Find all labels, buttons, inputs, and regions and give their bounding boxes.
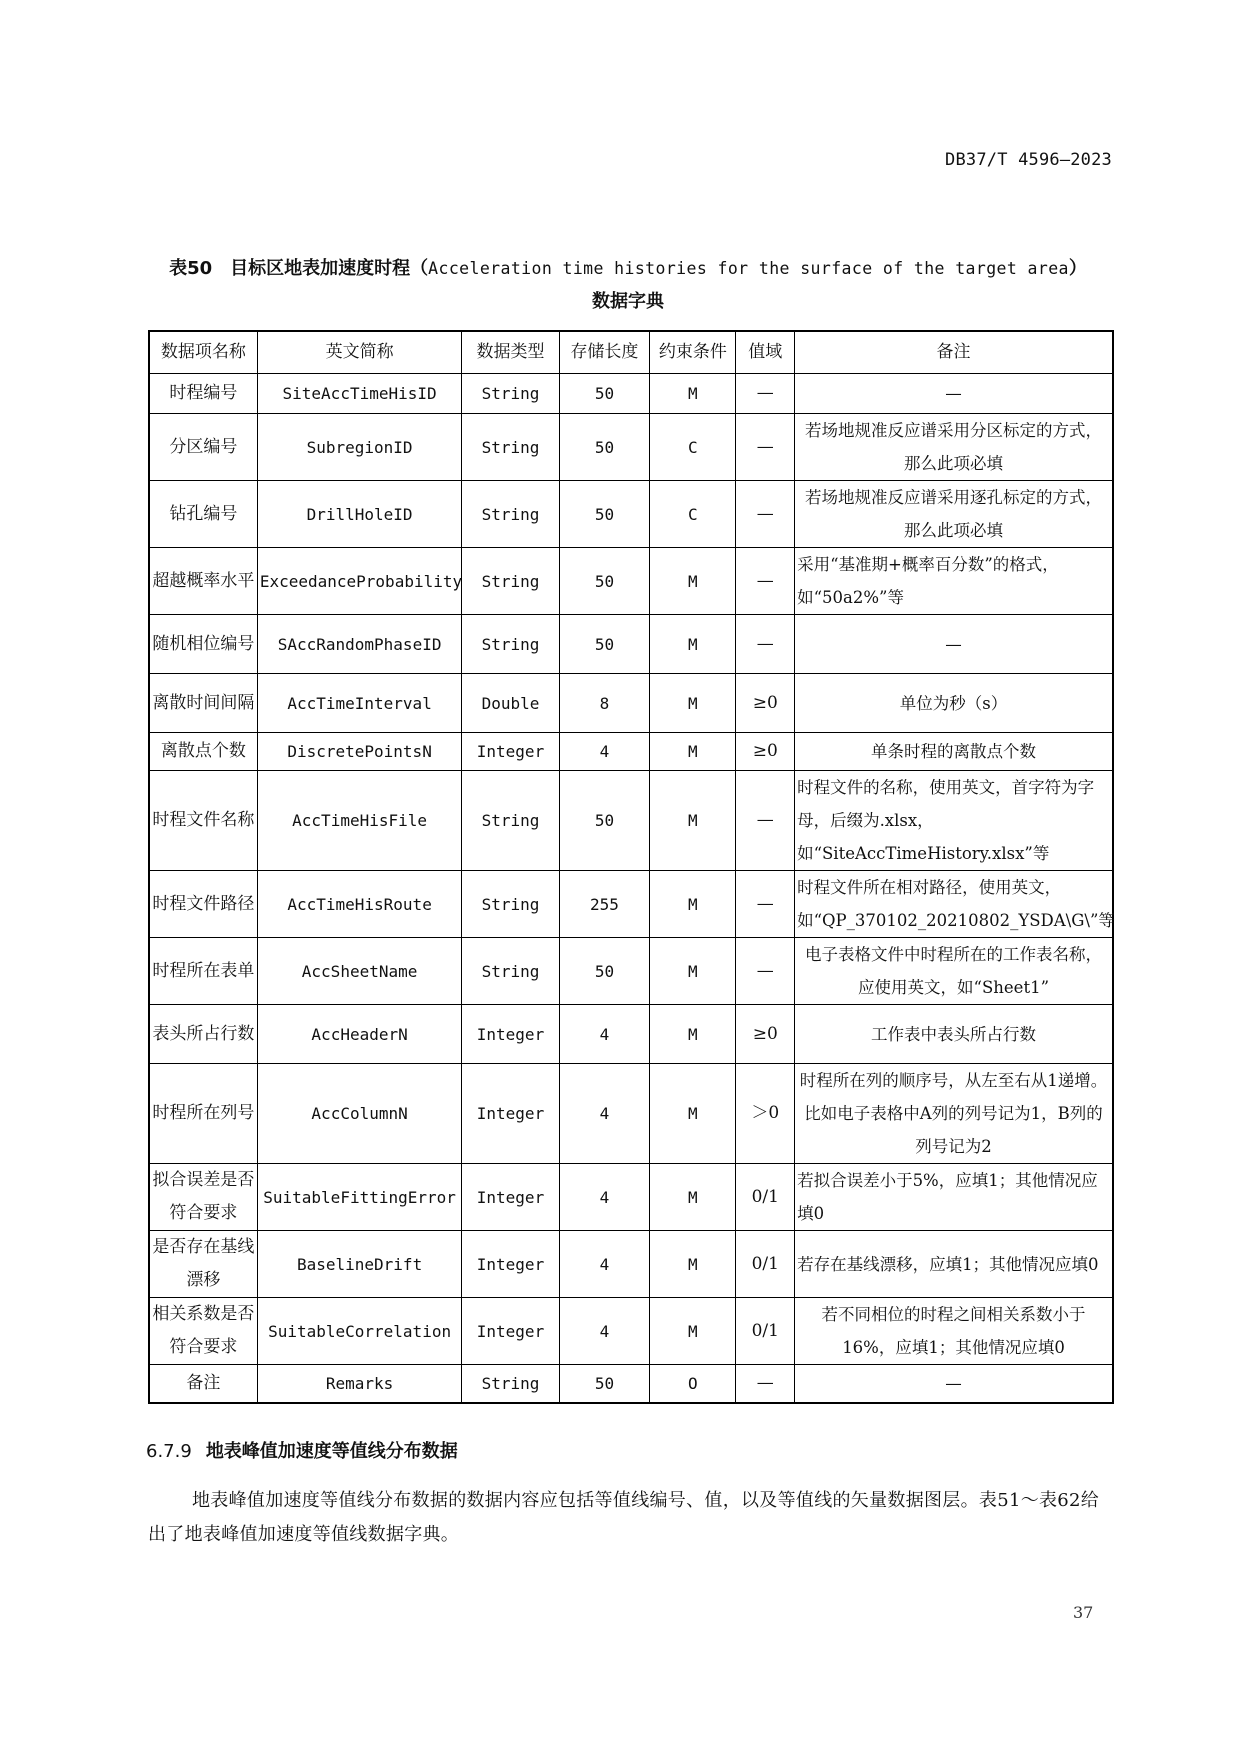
- constraint-cell: M: [650, 374, 736, 414]
- column-header: 值域: [736, 331, 795, 374]
- constraint-cell: M: [650, 1231, 736, 1298]
- constraint-cell: C: [650, 414, 736, 481]
- section-title: 地表峰值加速度等值线分布数据: [205, 1441, 458, 1462]
- constraint-cell: M: [650, 674, 736, 733]
- value-range-cell: ≥0: [736, 733, 795, 771]
- remark-cell: 若存在基线漂移，应填1；其他情况应填0: [795, 1231, 1113, 1298]
- page-number: 37: [1073, 1603, 1094, 1622]
- value-range-cell: 0/1: [736, 1164, 795, 1231]
- english-name-cell: SubregionID: [257, 414, 462, 481]
- value-range-cell: ＞0: [736, 1064, 795, 1164]
- table-row: [149, 374, 1113, 414]
- table-number: 表50: [169, 258, 213, 279]
- value-range-cell: —: [736, 414, 795, 481]
- data-type-cell: Double: [462, 674, 559, 733]
- table-row: [149, 733, 1113, 771]
- document-code: DB37/T 4596—2023: [945, 150, 1112, 170]
- storage-length-cell: 50: [559, 938, 650, 1005]
- value-range-cell: —: [736, 938, 795, 1005]
- constraint-cell: M: [650, 938, 736, 1005]
- remark-cell: 时程文件的名称，使用英文，首字符为字母，后缀为.xlsx，如“SiteAccTimeHistory.xlsx”等: [795, 771, 1113, 871]
- data-type-cell: Integer: [462, 1298, 559, 1365]
- storage-length-cell: 50: [559, 615, 650, 674]
- table-row: [149, 1231, 1113, 1298]
- english-name-cell: DrillHoleID: [257, 481, 462, 548]
- data-type-cell: Integer: [462, 1005, 559, 1064]
- field-name-cell: 离散时间间隔: [149, 674, 257, 733]
- storage-length-cell: 4: [559, 1231, 650, 1298]
- storage-length-cell: 50: [559, 414, 650, 481]
- constraint-cell: M: [650, 871, 736, 938]
- english-name-cell: SAccRandomPhaseID: [257, 615, 462, 674]
- remark-cell: 单位为秒（s）: [795, 674, 1113, 733]
- english-name-cell: AccSheetName: [257, 938, 462, 1005]
- value-range-cell: —: [736, 615, 795, 674]
- remark-cell: 采用“基准期+概率百分数”的格式，如“50a2%”等: [795, 548, 1113, 615]
- constraint-cell: O: [650, 1365, 736, 1403]
- storage-length-cell: 50: [559, 1365, 650, 1403]
- caption-title-close: ）: [1068, 258, 1087, 279]
- english-name-cell: SuitableFittingError: [257, 1164, 462, 1231]
- table-row: [149, 1365, 1113, 1403]
- table-row: [149, 871, 1113, 938]
- field-name-cell: 钻孔编号: [149, 481, 257, 548]
- remark-cell: 单条时程的离散点个数: [795, 733, 1113, 771]
- value-range-cell: —: [736, 548, 795, 615]
- english-name-cell: AccColumnN: [257, 1064, 462, 1164]
- field-name-cell: 超越概率水平: [149, 548, 257, 615]
- field-name-cell: 时程所在表单: [149, 938, 257, 1005]
- value-range-cell: —: [736, 374, 795, 414]
- storage-length-cell: 4: [559, 1064, 650, 1164]
- caption-title-en: Acceleration time histories for the surface of the target area: [428, 259, 1069, 278]
- english-name-cell: ExceedanceProbability: [257, 548, 462, 615]
- value-range-cell: 0/1: [736, 1231, 795, 1298]
- table-row: [149, 1005, 1113, 1064]
- remark-cell: 若场地规准反应谱采用分区标定的方式，那么此项必填: [795, 414, 1113, 481]
- table-row: [149, 1298, 1113, 1365]
- field-name-cell: 备注: [149, 1365, 257, 1403]
- table-row: [149, 674, 1113, 733]
- english-name-cell: Remarks: [257, 1365, 462, 1403]
- field-name-cell: 离散点个数: [149, 733, 257, 771]
- field-name-cell: 随机相位编号: [149, 615, 257, 674]
- english-name-cell: BaselineDrift: [257, 1231, 462, 1298]
- field-name-cell: 分区编号: [149, 414, 257, 481]
- field-name-cell: 时程编号: [149, 374, 257, 414]
- data-type-cell: String: [462, 771, 559, 871]
- remark-cell: 若拟合误差小于5%，应填1；其他情况应填0: [795, 1164, 1113, 1231]
- data-type-cell: Integer: [462, 1164, 559, 1231]
- data-type-cell: String: [462, 1365, 559, 1403]
- constraint-cell: M: [650, 733, 736, 771]
- table-row: [149, 414, 1113, 481]
- constraint-cell: C: [650, 481, 736, 548]
- value-range-cell: 0/1: [736, 1298, 795, 1365]
- remark-cell: —: [795, 615, 1113, 674]
- data-type-cell: String: [462, 481, 559, 548]
- english-name-cell: AccTimeHisRoute: [257, 871, 462, 938]
- constraint-cell: M: [650, 1298, 736, 1365]
- field-name-cell: 是否存在基线漂移: [149, 1231, 257, 1298]
- constraint-cell: M: [650, 548, 736, 615]
- remark-cell: —: [795, 1365, 1113, 1403]
- column-header: 英文简称: [257, 331, 462, 374]
- field-name-cell: 时程文件名称: [149, 771, 257, 871]
- table-row: [149, 771, 1113, 871]
- remark-cell: 时程文件所在相对路径，使用英文，如“QP_370102_20210802_YSDA\G\”等: [795, 871, 1113, 938]
- table-row: [149, 548, 1113, 615]
- column-header: 数据项名称: [149, 331, 257, 374]
- field-name-cell: 拟合误差是否符合要求: [149, 1164, 257, 1231]
- value-range-cell: —: [736, 481, 795, 548]
- storage-length-cell: 4: [559, 1298, 650, 1365]
- storage-length-cell: 8: [559, 674, 650, 733]
- data-type-cell: String: [462, 548, 559, 615]
- caption-title-cn: 目标区地表加速度时程（: [230, 258, 429, 279]
- column-header: 存储长度: [559, 331, 650, 374]
- table-row: [149, 1164, 1113, 1231]
- column-header: 约束条件: [650, 331, 736, 374]
- data-type-cell: String: [462, 374, 559, 414]
- column-header: 数据类型: [462, 331, 559, 374]
- data-dictionary-table: [148, 330, 1114, 1404]
- remark-cell: 时程所在列的顺序号，从左至右从1递增。比如电子表格中A列的列号记为1，B列的列号记为2: [795, 1064, 1113, 1164]
- storage-length-cell: 50: [559, 771, 650, 871]
- storage-length-cell: 4: [559, 733, 650, 771]
- remark-cell: 电子表格文件中时程所在的工作表名称，应使用英文，如“Sheet1”: [795, 938, 1113, 1005]
- field-name-cell: 表头所占行数: [149, 1005, 257, 1064]
- field-name-cell: 时程文件路径: [149, 871, 257, 938]
- table-row: [149, 615, 1113, 674]
- data-type-cell: String: [462, 615, 559, 674]
- storage-length-cell: 4: [559, 1164, 650, 1231]
- remark-cell: 若不同相位的时程之间相关系数小于16%，应填1；其他情况应填0: [795, 1298, 1113, 1365]
- constraint-cell: M: [650, 1164, 736, 1231]
- data-type-cell: Integer: [462, 1231, 559, 1298]
- data-type-cell: String: [462, 414, 559, 481]
- storage-length-cell: 50: [559, 548, 650, 615]
- english-name-cell: AccTimeHisFile: [257, 771, 462, 871]
- english-name-cell: AccTimeInterval: [257, 674, 462, 733]
- value-range-cell: —: [736, 871, 795, 938]
- value-range-cell: ≥0: [736, 674, 795, 733]
- field-name-cell: 相关系数是否符合要求: [149, 1298, 257, 1365]
- column-header: 备注: [795, 331, 1113, 374]
- table-row: [149, 481, 1113, 548]
- remark-cell: 工作表中表头所占行数: [795, 1005, 1113, 1064]
- table-row: [149, 938, 1113, 1005]
- english-name-cell: SuitableCorrelation: [257, 1298, 462, 1365]
- section-number: 6.7.9: [146, 1441, 192, 1462]
- caption-line-1: [148, 252, 1108, 285]
- caption-line-2: 数据字典: [592, 291, 664, 312]
- constraint-cell: M: [650, 1064, 736, 1164]
- english-name-cell: DiscretePointsN: [257, 733, 462, 771]
- table-row: [149, 1064, 1113, 1164]
- constraint-cell: M: [650, 1005, 736, 1064]
- body-paragraph: 地表峰值加速度等值线分布数据的数据内容应包括等值线编号、值，以及等值线的矢量数据图层。表51～表62给出了地表峰值加速度等值线数据字典。: [148, 1490, 1100, 1545]
- english-name-cell: SiteAccTimeHisID: [257, 374, 462, 414]
- english-name-cell: AccHeaderN: [257, 1005, 462, 1064]
- constraint-cell: M: [650, 771, 736, 871]
- data-type-cell: Integer: [462, 733, 559, 771]
- remark-cell: 若场地规准反应谱采用逐孔标定的方式，那么此项必填: [795, 481, 1113, 548]
- storage-length-cell: 50: [559, 374, 650, 414]
- storage-length-cell: 4: [559, 1005, 650, 1064]
- storage-length-cell: 50: [559, 481, 650, 548]
- section-heading: [146, 1437, 458, 1463]
- data-type-cell: Integer: [462, 1064, 559, 1164]
- constraint-cell: M: [650, 615, 736, 674]
- table-caption: [148, 252, 1108, 318]
- value-range-cell: ≥0: [736, 1005, 795, 1064]
- data-type-cell: String: [462, 938, 559, 1005]
- table-header-row: [149, 331, 1113, 374]
- value-range-cell: —: [736, 1365, 795, 1403]
- data-type-cell: String: [462, 871, 559, 938]
- value-range-cell: —: [736, 771, 795, 871]
- storage-length-cell: 255: [559, 871, 650, 938]
- field-name-cell: 时程所在列号: [149, 1064, 257, 1164]
- remark-cell: —: [795, 374, 1113, 414]
